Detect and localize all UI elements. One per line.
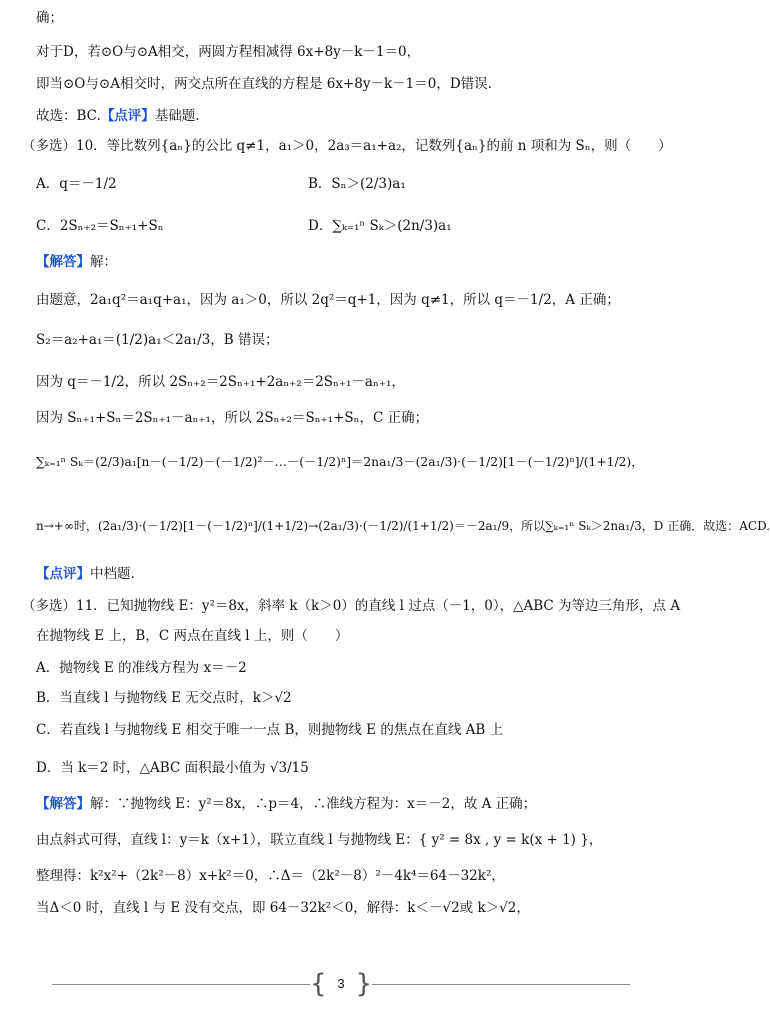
q11-option-c: C．若直线 l 与抛物线 E 相交于唯一一点 B，则抛物线 E 的焦点在直线 AB 上: [36, 722, 504, 738]
question-11-stem-cont: 在抛物线 E 上，B，C 两点在直线 l 上，则（ ）: [36, 628, 349, 644]
answer-11-line: [36, 794, 536, 814]
review-tag: 【点评】: [36, 566, 90, 582]
q10-option-b: B．Sₙ＞(2/3)a₁: [308, 176, 406, 192]
review-line: [36, 564, 135, 584]
footer-rule-right: [372, 984, 630, 985]
answer-heading: [36, 252, 117, 272]
solution-line: S₂＝a₂+a₁＝(1/2)a₁＜2a₁/3，B 错误；: [36, 332, 279, 348]
text-line: 确；: [36, 10, 63, 26]
text-line: 即当⊙O与⊙A相交时，两交点所在直线的方程是 6x+8y－k－1＝0，D错误.: [36, 76, 492, 92]
review-text: 基础题.: [154, 108, 200, 124]
q11-option-d: D．当 k＝2 时，△ABC 面积最小值为 √3/15: [36, 760, 309, 776]
q10-option-d: D．∑ₖ₌₁ⁿ Sₖ＞(2n/3)a₁: [308, 218, 452, 234]
solution-line: 由点斜式可得，直线 l：y＝k（x+1），联立直线 l 与抛物线 E：{ y² = 8x , y = k(x + 1) }，: [36, 832, 603, 848]
review-tag: 【点评】: [100, 108, 155, 124]
solution-line: 由题意，2a₁q²＝a₁q+a₁，因为 a₁＞0，所以 2q²＝q+1，因为 q≠1，所以 q＝－1/2，A 正确；: [36, 292, 620, 308]
page-number-box: [310, 968, 372, 1000]
answer-choice: 故选：BC.: [36, 108, 101, 124]
answer-word: 解：: [90, 254, 117, 270]
answer-tag: 【解答】: [36, 796, 90, 812]
q11-option-b: B．当直线 l 与抛物线 E 无交点时，k＞√2: [36, 690, 292, 706]
text-line: 对于D，若⊙O与⊙A相交，两圆方程相减得 6x+8y－k－1＝0，: [36, 44, 421, 60]
bracket-left-icon: {: [310, 969, 327, 999]
answer-summary: [36, 106, 200, 126]
footer-rule-left: [52, 984, 310, 985]
q11-option-a: A．抛物线 E 的准线方程为 x＝－2: [36, 660, 247, 676]
limit-line: n→+∞时，(2a₁/3)·(－1/2)[1－(－1/2)ⁿ]/(1+1/2)→(2a₁/3)·(－1/2)/(1+1/2)＝－2a₁/9，所以∑ₖ₌₁ⁿ Sₖ＞2na₁/3，D 正确．故选：ACD.: [36, 519, 770, 533]
solution-line: 因为 q＝－1/2，所以 2Sₙ₊₂＝2Sₙ₊₁+2aₙ₊₂＝2Sₙ₊₁－aₙ₊₁，: [36, 374, 405, 390]
answer-text: 解：∵抛物线 E：y²＝8x，∴p＝4，∴准线方程为：x＝－2，故 A 正确；: [90, 796, 537, 812]
review-text: 中档题.: [90, 566, 135, 582]
question-10-stem: （多选）10．等比数列{aₙ}的公比 q≠1，a₁＞0，2a₃＝a₁+a₂，记数列{aₙ}的前 n 项和为 Sₙ，则（ ）: [22, 138, 672, 154]
bracket-right-icon: }: [355, 969, 372, 999]
page-number: 3: [337, 976, 345, 991]
solution-line: 因为 Sₙ₊₁+Sₙ＝2Sₙ₊₁－aₙ₊₁，所以 2Sₙ₊₂＝Sₙ₊₁+Sₙ，C 正确；: [36, 410, 429, 426]
question-11-stem: （多选）11．已知抛物线 E：y²＝8x，斜率 k（k＞0）的直线 l 过点（－1，0），△ABC 为等边三角形，点 A: [22, 598, 681, 614]
summation-line: ∑ₖ₌₁ⁿ Sₖ＝(2/3)a₁[n－(－1/2)－(－1/2)²－…－(－1/2)ⁿ]＝2na₁/3－(2a₁/3)·(－1/2)[1－(－1/2)ⁿ]/(1+1/2)，: [36, 455, 644, 469]
solution-line: 整理得：k²x²+（2k²－8）x+k²＝0，∴Δ＝（2k²－8）²－4k⁴＝64－32k²，: [36, 868, 505, 884]
q10-option-c: C．2Sₙ₊₂＝Sₙ₊₁+Sₙ: [36, 218, 164, 234]
answer-tag: 【解答】: [36, 254, 90, 270]
q10-option-a: A．q＝－1/2: [36, 176, 117, 192]
solution-line: 当Δ＜0 时，直线 l 与 E 没有交点，即 64－32k²＜0，解得：k＜－√2或 k＞√2，: [36, 900, 530, 916]
